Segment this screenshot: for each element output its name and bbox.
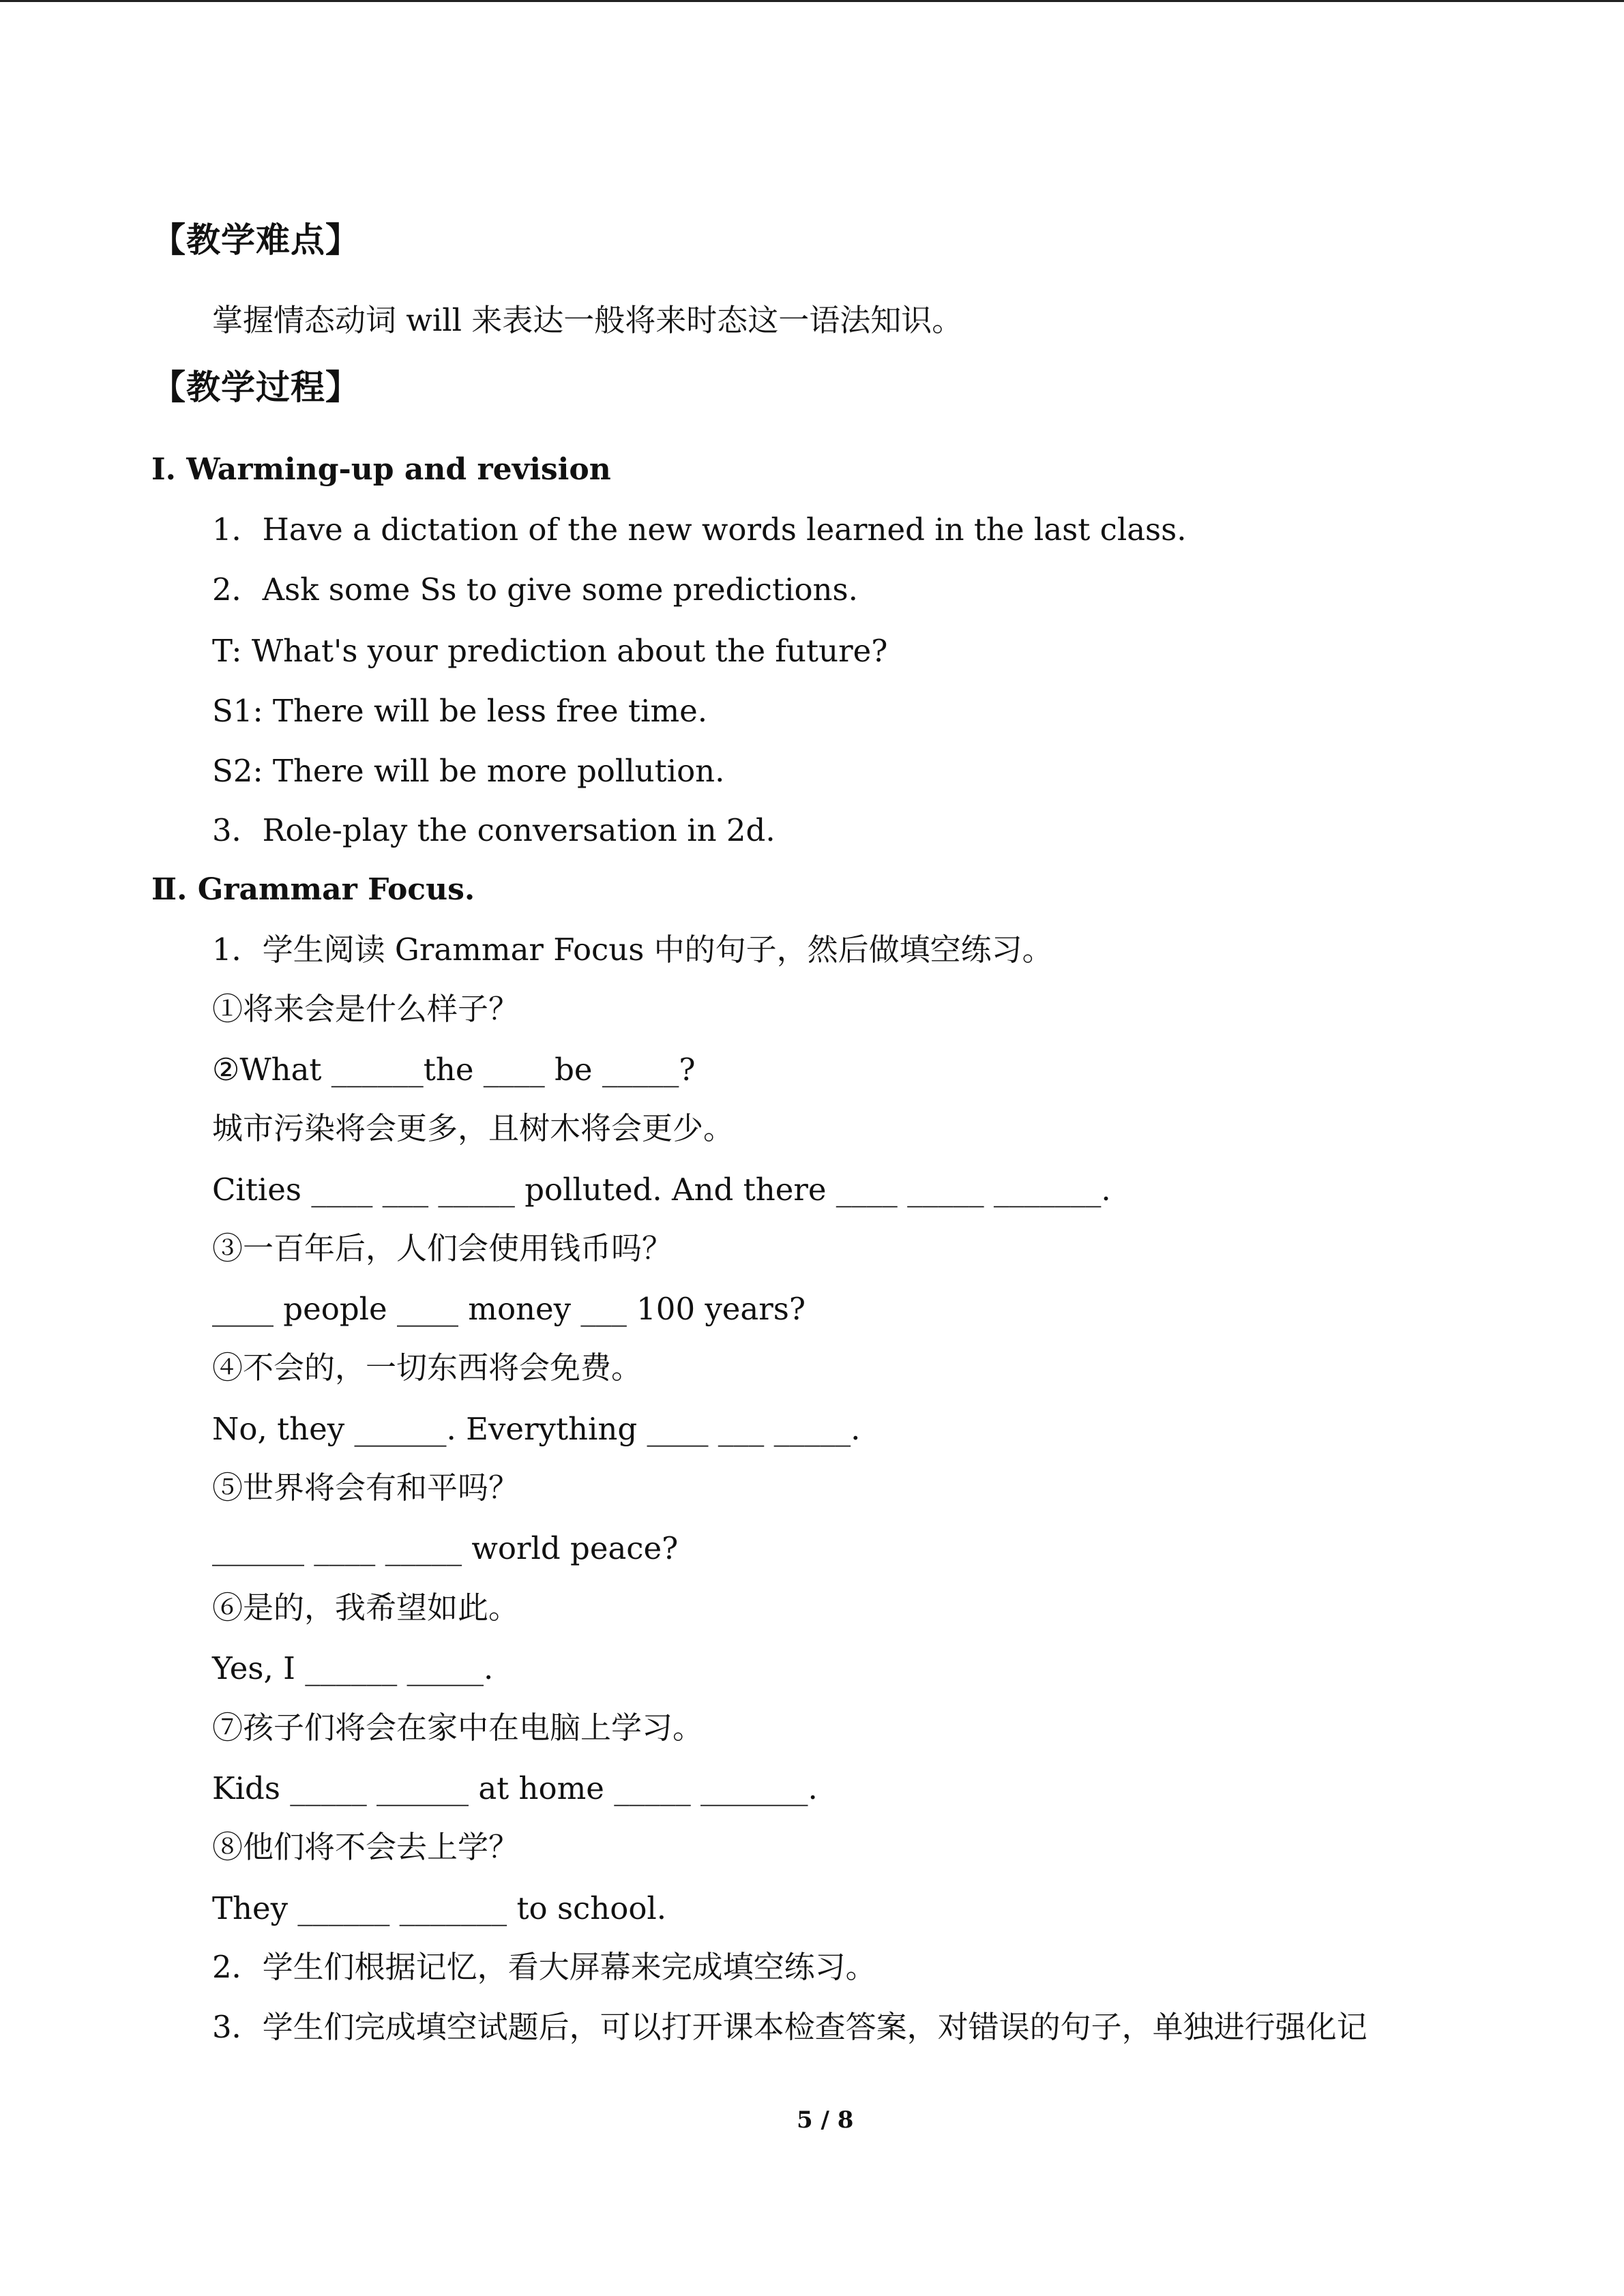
paragraph-line: ⑤世界将会有和平吗？ <box>212 1470 520 1506</box>
paragraph-line: 2．学生们根据记忆，看大屏幕来完成填空练习。 <box>212 1949 876 1985</box>
subheading-grammar-focus: Ⅱ. Grammar Focus. <box>151 872 475 907</box>
subheading-warming-up: Ⅰ. Warming-up and revision <box>151 452 611 487</box>
exercise-line: Yes, I ______ _____. <box>212 1650 494 1686</box>
paragraph-line: ③一百年后，人们会使用钱币吗？ <box>212 1230 673 1266</box>
top-border <box>0 0 1624 2</box>
paragraph-line: ⑥是的，我希望如此。 <box>212 1590 520 1626</box>
paragraph-line: 1．学生阅读 Grammar Focus 中的句子，然后做填空练习。 <box>212 931 1053 968</box>
paragraph-line: ①将来会是什么样子？ <box>212 991 520 1027</box>
exercise-line: ②What ______the ____ be _____? <box>212 1052 696 1088</box>
paragraph-line: S2: There will be more pollution. <box>212 753 725 789</box>
paragraph-line: 掌握情态动词 will 来表达一般将来时态这一语法知识。 <box>212 302 963 338</box>
exercise-line: ______ ____ _____ world peace? <box>212 1530 679 1566</box>
exercise-line: Kids _____ ______ at home _____ _______. <box>212 1770 818 1806</box>
paragraph-line: S1: There will be less free time. <box>212 693 708 729</box>
paragraph-line: 城市污染将会更多，且树木将会更少。 <box>212 1110 735 1146</box>
paragraph-line: 3．Role-play the conversation in 2d. <box>212 812 776 848</box>
paragraph-line: T: What's your prediction about the future? <box>212 633 888 669</box>
exercise-line: They ______ _______ to school. <box>212 1890 667 1926</box>
paragraph-line: ⑦孩子们将会在家中在电脑上学习。 <box>212 1710 704 1746</box>
section-heading-process: 【教学过程】 <box>151 367 360 407</box>
exercise-line: ____ people ____ money ___ 100 years? <box>212 1291 806 1327</box>
exercise-line: No, they ______. Everything ____ ___ _____. <box>212 1411 861 1447</box>
paragraph-line: ⑧他们将不会去上学？ <box>212 1829 520 1865</box>
paragraph-line: 3．学生们完成填空试题后，可以打开课本检查答案，对错误的句子，单独进行强化记 <box>212 2009 1368 2045</box>
paragraph-line: ④不会的，一切东西将会免费。 <box>212 1350 643 1386</box>
section-heading-difficulties: 【教学难点】 <box>151 220 360 260</box>
paragraph-line: 1．Have a dictation of the new words learned in the last class. <box>212 511 1187 548</box>
page-number: 5 / 8 <box>797 2106 854 2134</box>
paragraph-line: 2．Ask some Ss to give some predictions. <box>212 571 858 608</box>
exercise-line: Cities ____ ___ _____ polluted. And there ____ _____ _______. <box>212 1172 1111 1208</box>
